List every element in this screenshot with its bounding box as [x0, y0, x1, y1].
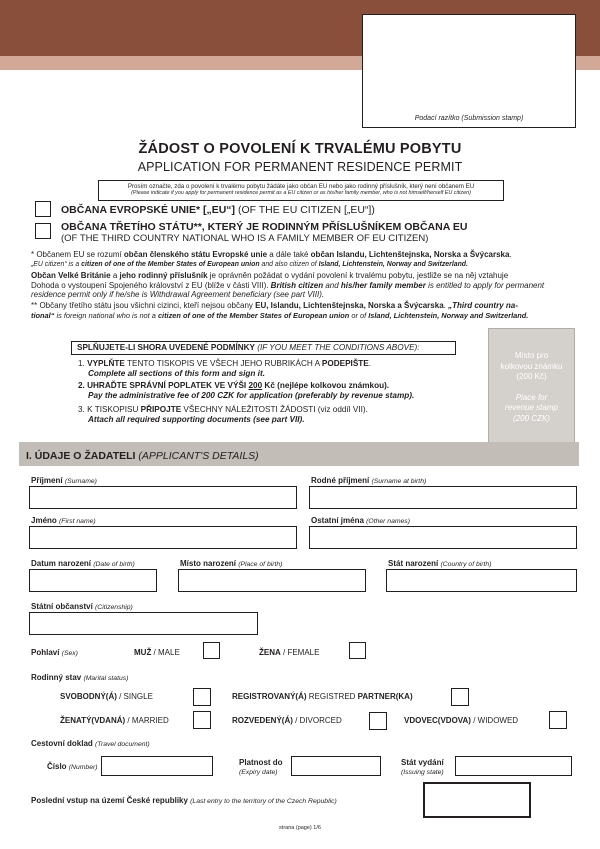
- marital-registered-partner-checkbox[interactable]: [451, 688, 469, 706]
- citizenship-field[interactable]: [29, 612, 258, 635]
- marital-single-checkbox[interactable]: [193, 688, 211, 706]
- third-country-option-label: OBČANA TŘETÍHO STÁTU**, KTERÝ JE RODINNÝM PŘÍSLUŠNÍKEM OBČANA EU: [61, 221, 468, 233]
- sex-female-label: ŽENA / FEMALE: [259, 648, 320, 657]
- marital-widowed-checkbox[interactable]: [549, 711, 567, 729]
- last-entry-field[interactable]: [423, 782, 531, 818]
- sex-male-label: MUŽ / MALE: [134, 648, 180, 657]
- notice-cz: Prosím označte, zda o povolení k trvalému pobytu žádáte jako občan EU nebo jako rodinný příslušník, který není občanem EU: [127, 183, 475, 190]
- travel-document-expiry-label: Platnost do (Expiry date): [239, 758, 283, 776]
- other-names-field[interactable]: [309, 526, 577, 549]
- sex-female-checkbox[interactable]: [349, 642, 366, 659]
- travel-document-number-label: Číslo (Number): [47, 762, 98, 771]
- footnote-eu-citizen: * Občanem EU se rozumí občan členského státu Evropské unie a dále také občan Islandu, Lichtenštejnska, Norska a Švýcarska. „EU citizen“ is a citizen of one of the Member States of European union and also citizen of Island, Lichtenstein, Norway and Switzerland.: [31, 250, 512, 268]
- first-name-field[interactable]: [29, 526, 297, 549]
- other-names-label: Ostatní jména (Other names): [311, 516, 410, 525]
- third-country-checkbox[interactable]: [35, 223, 51, 239]
- revenue-stamp-box: Místo pro kolkovou známku (200 Kč) Place for revenue stamp (200 CZK): [488, 328, 575, 464]
- travel-document-issuing-state-field[interactable]: [455, 756, 572, 776]
- sex-male-checkbox[interactable]: [203, 642, 220, 659]
- citizenship-label: Státní občanství (Citizenship): [31, 602, 133, 611]
- last-entry-label: Poslední vstup na území České republiky (Last entry to the territory of the Czech Republic): [31, 796, 337, 805]
- marital-divorced-checkbox[interactable]: [369, 712, 387, 730]
- marital-registered-partner-label: REGISTROVANÝ(Á) REGISTRED PARTNER(KA): [232, 692, 413, 701]
- travel-document-issuing-state-label: Stát vydání (Issuing state): [401, 758, 444, 776]
- surname-field[interactable]: [29, 486, 297, 509]
- travel-document-label: Cestovní doklad (Travel document): [31, 739, 150, 748]
- travel-document-expiry-field[interactable]: [291, 756, 381, 776]
- marital-divorced-label: ROZVEDENÝ(Á) / DIVORCED: [232, 716, 342, 725]
- step-3: 3. K TISKOPISU PŘIPOJTE VŠECHNY NÁLEŽITOSTI ŽÁDOSTI (viz oddíl VII). Attach all required supporting documents (see part VII).: [78, 405, 368, 424]
- submission-stamp-label: Podací razítko (Submission stamp): [414, 115, 524, 122]
- eu-citizen-checkbox[interactable]: [35, 201, 51, 217]
- submission-stamp-box: [362, 14, 576, 128]
- conditions-heading: SPLŇUJETE-LI SHORA UVEDENÉ PODMÍNKY (IF YOU MEET THE CONDITIONS ABOVE):: [71, 341, 456, 355]
- step-1: 1. VYPLŇTE TENTO TISKOPIS VE VŠECH JEHO RUBRIKÁCH A PODEPIŠTE. Complete all sections of this form and sign it.: [78, 359, 372, 378]
- notice-en: (Please indicate if you apply for permanent residence permit as a EU citizen or as his/her family member, who is not himself/herself EU citizen): [131, 190, 471, 196]
- travel-document-number-field[interactable]: [101, 756, 213, 776]
- marital-status-label: Rodinný stav (Marital status): [31, 673, 129, 682]
- marital-married-label: ŽENATÝ(VDANÁ) / MARRIED: [60, 716, 169, 725]
- section-applicant-details-header: I. ÚDAJE O ŽADATELI (APPLICANT'S DETAILS): [19, 442, 579, 466]
- marital-single-label: SVOBODNÝ(Á) / SINGLE: [60, 692, 153, 701]
- place-of-birth-label: Místo narození (Place of birth): [180, 559, 283, 568]
- date-of-birth-field[interactable]: [29, 569, 157, 592]
- footnote-third-country: ** Občany třetího státu jsou všichni cizinci, kteří nejsou občany EU, Islandu, Lichtenštejnska, Norska a Švýcarska. „Third country na- tional“ is foreign national who is not a citizen of one of the Member States of European union or of Island, Lichtenstein, Norway and Switzerland.: [31, 301, 529, 320]
- notice-box: [98, 180, 504, 201]
- date-of-birth-label: Datum narození (Date of birth): [31, 559, 135, 568]
- place-of-birth-field[interactable]: [178, 569, 366, 592]
- surname-label: Příjmení (Surname): [31, 476, 97, 485]
- birth-surname-label: Rodné příjmení (Surname at birth): [311, 476, 427, 485]
- eu-citizen-option-label: OBČANA EVROPSKÉ UNIE* [„EU“] (OF THE EU CITIZEN [„EU“]): [61, 204, 375, 216]
- country-of-birth-label: Stát narození (Country of birth): [388, 559, 492, 568]
- footnote-british-citizen: Občan Velké Británie a jeho rodinný příslušník je oprávněn požádat o vydání povolení k trvalému pobytu, jestliže se na něj vztahuje Dohoda o vystoupení Spojeného království z EU (blíže v části VIII). British citizen and his/her family member is entitled to apply for permanent residence permit only if he/she is Withdrawal Agreement beneficiary (see part VIII).: [31, 271, 545, 299]
- country-of-birth-field[interactable]: [386, 569, 577, 592]
- sex-label: Pohlaví (Sex): [31, 648, 78, 657]
- step-2: 2. UHRAĎTE SPRÁVNÍ POPLATEK VE VÝŠI 200 Kč (nejlépe kolkovou známkou). Pay the administrative fee of 200 CZK for application (preferably by revenue stamp).: [78, 381, 415, 400]
- marital-widowed-label: VDOVEC(VDOVA) / WIDOWED: [404, 716, 519, 725]
- first-name-label: Jméno (First name): [31, 516, 96, 525]
- page-number: strana (page) 1/6: [279, 825, 321, 831]
- page-subtitle: APPLICATION FOR PERMANENT RESIDENCE PERMIT: [137, 160, 463, 174]
- third-country-option-label-en: (OF THE THIRD COUNTRY NATIONAL WHO IS A FAMILY MEMBER OF EU CITIZEN): [61, 233, 429, 244]
- marital-married-checkbox[interactable]: [193, 711, 211, 729]
- birth-surname-field[interactable]: [309, 486, 577, 509]
- page-title: ŽÁDOST O POVOLENÍ K TRVALÉMU POBYTU: [138, 141, 462, 157]
